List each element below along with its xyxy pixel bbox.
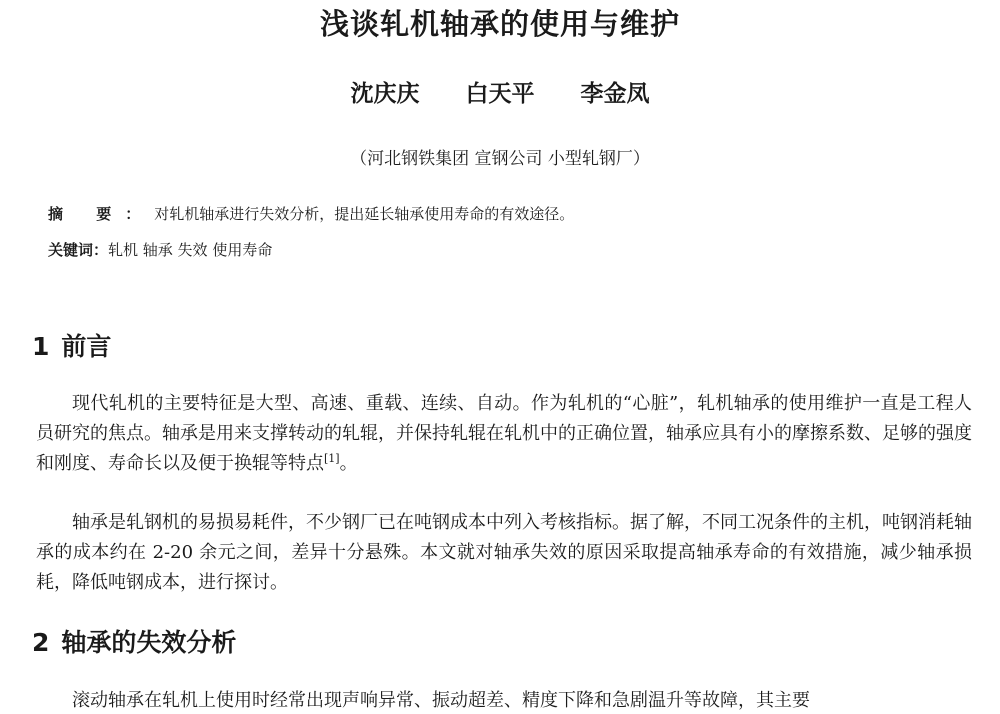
citation-ref[interactable]: [1] (324, 452, 340, 465)
author-list (0, 78, 1000, 110)
paragraph-tail: 。 (339, 453, 358, 474)
body-paragraph: 轴承是轧钢机的易损易耗件，不少钢厂已在吨钢成本中列入考核指标。据了解，不同工况条件的主机，吨钢消耗轴承的成本约在 2-20 余元之间，差异十分悬殊。本文就对轴承失效的原因采取提高轴承寿命的有效措施，减少轴承损耗，降低吨钢成本，进行探讨。 (36, 512, 972, 593)
keywords-text: 轧机 轴承 失效 使用寿命 (108, 241, 273, 259)
keywords-label: 关键词： (48, 241, 109, 259)
author-name: 李金凤 (580, 80, 650, 107)
section-number: 2 (32, 628, 50, 657)
body-paragraph: 滚动轴承在轧机上使用时经常出现声响异常、振动超差、精度下降和急剧温升等故障，其主要 (72, 690, 810, 711)
section-heading (32, 626, 236, 660)
abstract (48, 202, 574, 226)
paper-title: 浅谈轧机轴承的使用与维护 (319, 7, 680, 41)
abstract-text: 对轧机轴承进行失效分析，提出延长轴承使用寿命的有效途径。 (154, 205, 575, 223)
section-title: 前言 (61, 332, 112, 361)
author-name: 白天平 (465, 80, 535, 107)
paragraph-text: 现代轧机的主要特征是大型、高速、重载、连续、自动。作为轧机的“心脏”，轧机轴承的使用维护一直是工程人员研究的焦点。轴承是用来支撑转动的轧辊，并保持轧辊在轧机中的正确位置，轴承应具有小的摩擦系数、足够的强度和刚度、寿命长以及便于换辊等特点 (36, 393, 972, 474)
section-title: 轴承的失效分析 (61, 628, 237, 657)
section-heading (32, 330, 111, 364)
author-affiliation: （河北钢铁集团 宣钢公司 小型轧钢厂） (350, 149, 650, 169)
abstract-label: 摘 要： (48, 205, 155, 223)
body-paragraph (36, 389, 972, 479)
section-number: 1 (32, 332, 50, 361)
keywords (48, 238, 272, 262)
author-name: 沈庆庆 (350, 80, 420, 107)
